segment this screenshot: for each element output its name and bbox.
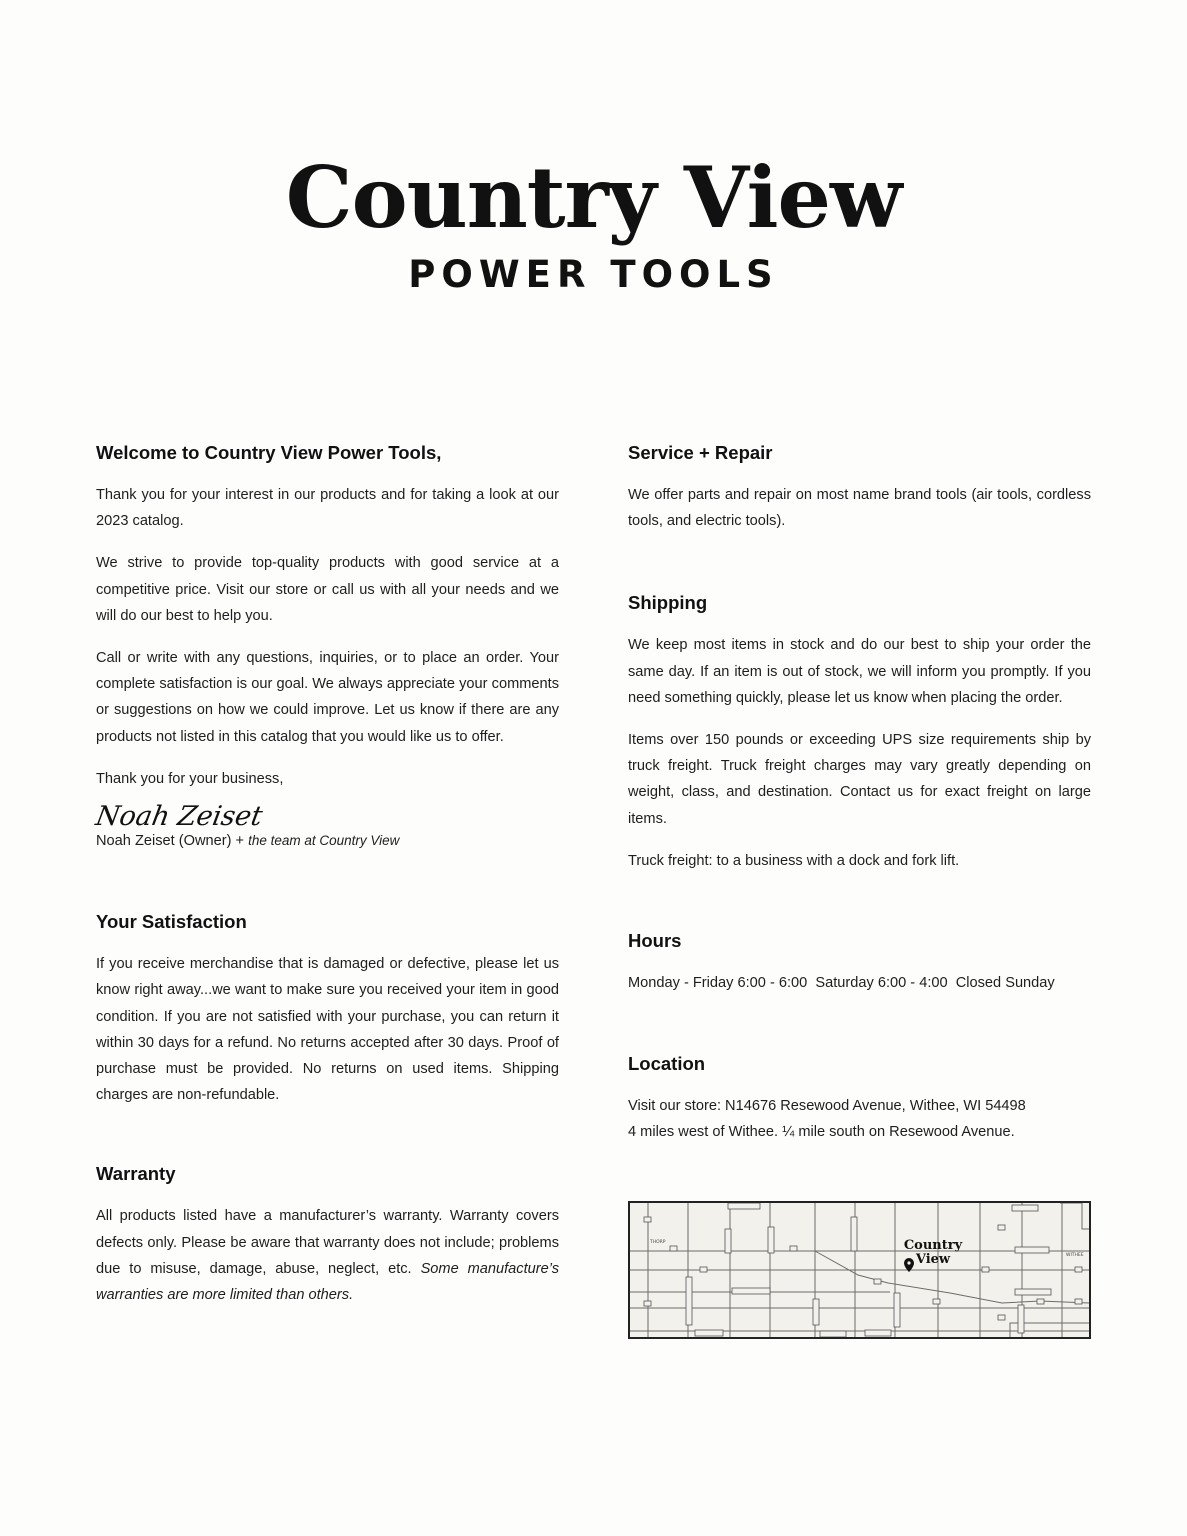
location-heading: Location	[628, 1053, 706, 1075]
right-column	[628, 440, 1091, 1146]
map-store-label	[898, 1239, 968, 1267]
welcome-heading: Welcome to Country View Power Tools,	[96, 442, 442, 463]
shipping-paragraph-2: Items over 150 pounds or exceeding UPS size requirements ship by truck freight. Truck freight charges may vary greatly depending on weight, class, and destination. Contact us for exact freight on large items.	[628, 732, 1091, 827]
location-address: Visit our store: N14676 Resewood Avenue, Withee, WI 54498	[628, 1098, 1026, 1115]
shipping-heading: Shipping	[628, 592, 708, 614]
map-town-withee: WITHEE	[1066, 1253, 1084, 1258]
welcome-paragraph-2: We strive to provide top-quality products with good service at a competitive price. Visit our store or call us with all your needs and we will do our best to help you.	[96, 555, 559, 624]
hours-body: Monday - Friday 6:00 - 6:00 Saturday 6:00 - 4:00 Closed Sunday	[628, 975, 1055, 992]
shipping-paragraph-1: We keep most items in stock and do our best to ship your order the same day. If an item is out of stock, we will inform you promptly. If you need something quickly, please let us know when placing the order.	[628, 637, 1091, 706]
logo-subtitle: POWER TOOLS	[408, 253, 779, 296]
warranty-text: All products listed have a manufacturer’s warranty. Warranty covers defects only. Please be aware that warranty does not include; problems due to misuse, damage, abuse, neglect, etc.	[96, 1208, 559, 1277]
map-roads	[630, 1203, 1089, 1337]
hours-heading: Hours	[628, 930, 682, 952]
location-map[interactable]	[628, 1201, 1091, 1339]
signer-team: the team at Country View	[248, 833, 400, 849]
satisfaction-heading: Your Satisfaction	[96, 911, 247, 933]
map-store-label-line-1: Country	[903, 1238, 963, 1253]
satisfaction-body: If you receive merchandise that is damaged or defective, please let us know right away...we want to make sure you received your item in good condition. If you are not satisfied with your purchase, you can return it within 30 days for a refund. No returns accepted after 30 days. Proof of purchase must be provided. No returns on used items. Shipping charges are non-refundable.	[96, 956, 559, 1104]
service-heading: Service + Repair	[628, 442, 773, 463]
welcome-paragraph-3: Call or write with any questions, inquiries, or to place an order. Your complete satisfaction is our goal. We always appreciate your comments or suggestions on how we could improve. Let us know if there are any products not listed in this catalog that you would like us to offer.	[96, 650, 559, 745]
service-body: We offer parts and repair on most name brand tools (air tools, cordless tools, and electric tools).	[628, 487, 1091, 530]
map-town-thorp: THORP	[650, 1240, 666, 1245]
location-directions: 4 miles west of Withee. ¼ mile south on Resewood Avenue.	[628, 1124, 1015, 1141]
signer-name: Noah Zeiset (Owner) +	[96, 833, 245, 850]
left-column	[93, 440, 560, 1308]
map-store-label-line-2: View	[915, 1252, 951, 1267]
logo-name: Country View	[285, 148, 902, 247]
welcome-closing: Thank you for your business,	[96, 770, 284, 787]
logo	[0, 150, 1187, 296]
warranty-body	[96, 1203, 559, 1308]
welcome-paragraph-1: Thank you for your interest in our products and for taking a look at our 2023 catalog.	[96, 487, 559, 530]
shipping-paragraph-3: Truck freight: to a business with a dock and fork lift.	[628, 852, 960, 869]
signature: Noah Zeiset	[93, 801, 265, 833]
warranty-note: Some manufacture’s warranties are more limited than others.	[96, 1260, 560, 1304]
warranty-heading: Warranty	[96, 1163, 176, 1185]
